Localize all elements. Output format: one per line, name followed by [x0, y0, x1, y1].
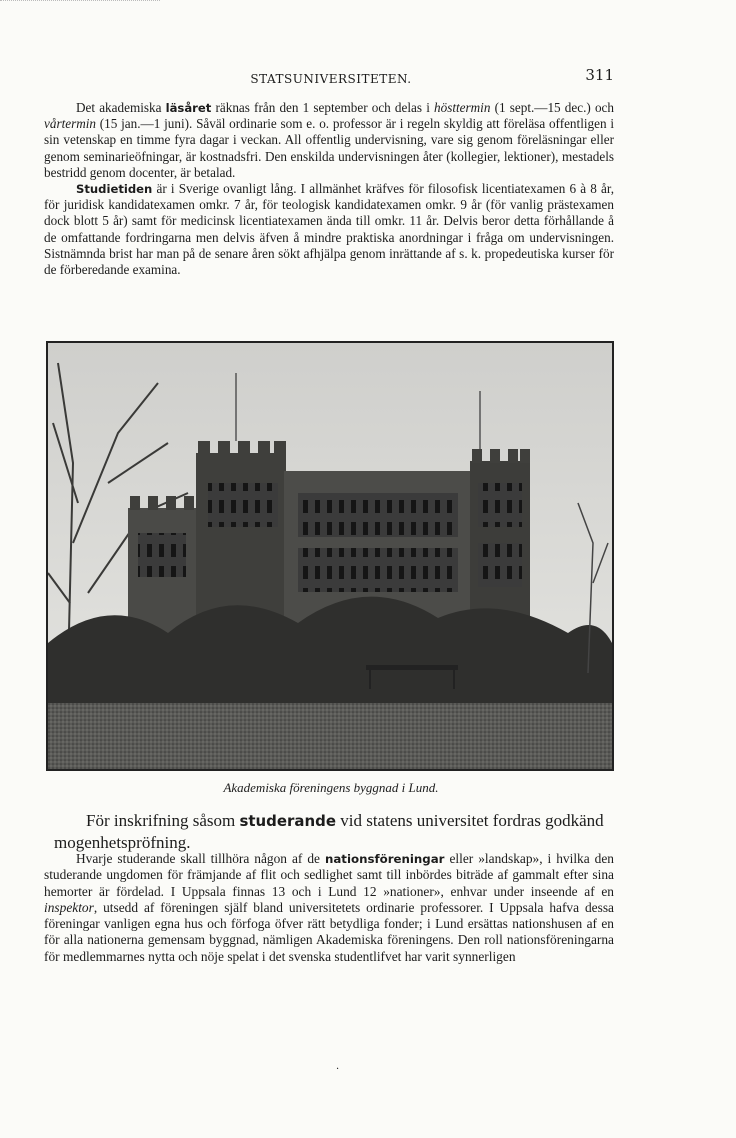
- body-text-top: [44, 100, 614, 278]
- running-title: STATSUNIVERSITETEN.: [250, 72, 412, 86]
- text-run: vid statens universitet fordras godkänd mogenhetspröfning.: [54, 811, 604, 852]
- text-run: räknas från den 1 september och delas i: [211, 100, 435, 115]
- text-run: För inskrifning såsom: [86, 811, 240, 830]
- paragraph-academic-year: [44, 100, 614, 181]
- italic-term-inspektor: inspektor: [44, 899, 94, 915]
- scan-edge-mark: [0, 0, 160, 5]
- bold-term-studietiden: Studietiden: [76, 182, 153, 197]
- text-run: (15 jan.—1 juni). Såväl ordinarie som e. o. professor är i regeln skyldig att föreläsa offentligen i sin vetenskap en timme fyra dagar i veckan. All offentlig undervisning, vare sig genom föreläsningar eller genom seminarieöfningar, är kostnadsfri. Den enskilda undervisningen åter (kollegier, lektioner), mestadels bestridd genom docenter, är betalad.: [44, 116, 614, 180]
- text-run: Hvarje studerande skall tillhöra någon af de: [76, 851, 325, 866]
- bold-term-nationsforeningar: nationsföreningar: [324, 852, 445, 866]
- paragraph-nations: [44, 851, 614, 965]
- bold-term-lasaret: läsåret: [165, 101, 212, 115]
- body-text-bottom: [44, 851, 614, 965]
- text-run: är i Sverige ovanligt lång. I allmänhet kräfves för filosofisk licentiatexamen 6 à 8 år, för juridisk kandidatexamen omkr. 7 år, för teologisk kandidatexamen omkr. 9 år (för vanlig prästexamen dock blott 5 år) samt för medicinsk licentiatexamen ända till omkr. 11 år. Delvis beror detta förhållande å de omfattande fordringarna men delvis äfven å mindre praktiska anordningar i fråga om undervisningen. Sistnämnda brist har man på de senare åren sökt afhjälpa genom inrättande af s. k. propedeutiska kurser för de förberedande examina.: [44, 181, 614, 278]
- figure-caption: Akademiska föreningens byggnad i Lund.: [223, 780, 439, 795]
- footer-mark: ·: [336, 1064, 340, 1075]
- photo-illustration: [48, 343, 612, 769]
- paragraph-study-time: [44, 181, 614, 278]
- building-photograph: [46, 341, 614, 771]
- text-run: Det akademiska: [76, 100, 166, 115]
- bold-term-studerande: studerande: [239, 812, 336, 830]
- text-run: eller »landskap», i hvilka den studerande ungdomen för främjande af flit och sedlighet samt till inbördes biträde af gammalt efter sina hemorter är fördelad. I Uppsala finnas 13 och i Lund 12 »nationer», enhvar under inseende af en: [44, 851, 614, 899]
- italic-term-vartermin: vårtermin: [44, 116, 97, 132]
- page-header: [48, 66, 614, 88]
- italic-term-hosttermin: hösttermin: [434, 100, 491, 115]
- page-number: 311: [585, 66, 614, 84]
- lead-paragraph: [54, 810, 616, 853]
- text-run: (1 sept.—15 dec.) och: [490, 100, 614, 115]
- paragraph-enrolment: [54, 810, 616, 853]
- text-run: , utsedd af föreningen själf bland universitetets ordinarie professorer. I Uppsala hafva dessa föreningar vanligen egna hus och förfoga öfver rätt betydliga fonder; i Lund ersättas nationshusen af en för alla nationerna gemensam byggnad, nämligen Akademiska föreningens. Den roll nationsföreningarna för medlemmarnes nytta och nöje spelat i det svenska studentlifvet har varit synnerligen: [44, 899, 614, 964]
